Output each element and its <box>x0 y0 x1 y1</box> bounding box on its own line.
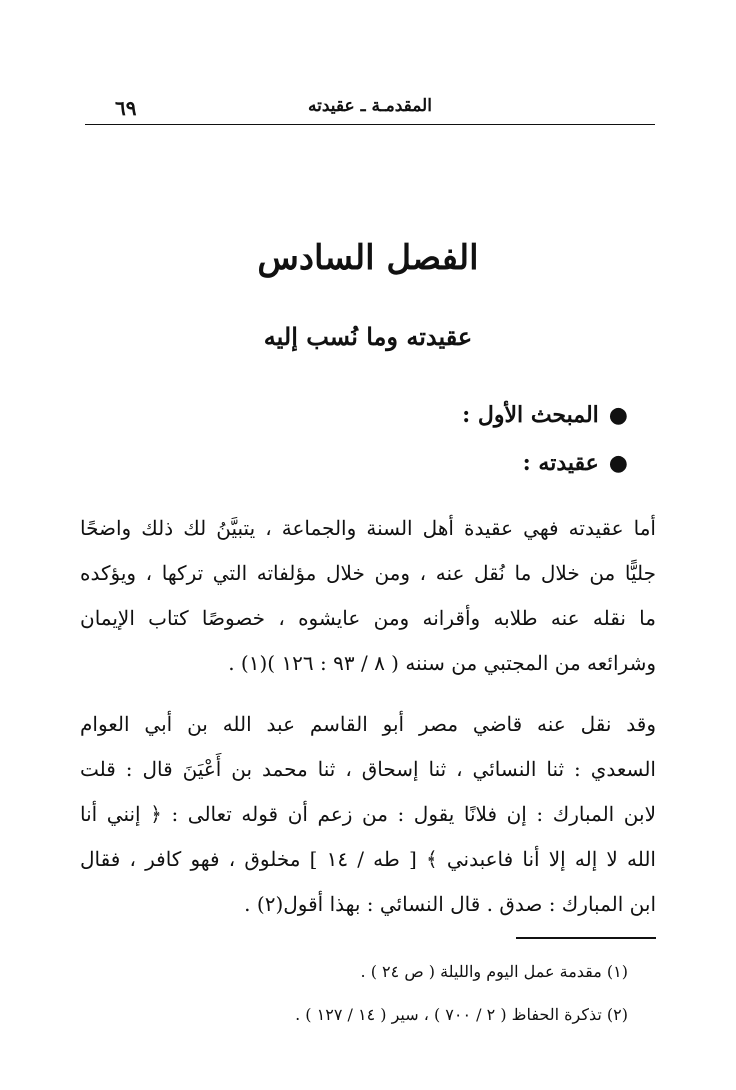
paragraph-line: السعدي : ثنا النسائي ، ثنا إسحاق ، ثنا محمد بن أَعْيَنَ قال : قلت <box>80 757 656 781</box>
paragraph <box>80 506 656 686</box>
section-heading <box>462 402 628 428</box>
paragraph-line: الله لا إله إلا أنا فاعبدني ﴾ [ طه / ١٤ ] مخلوق ، فهو كافر ، فقال <box>80 847 656 871</box>
paragraph-line: لابن المبارك : إن فلانًا يقول : من زعم أن قوله تعالى : ﴿ إنني أنا <box>80 802 656 826</box>
subsection-heading <box>523 450 628 476</box>
footnote: (١) مقدمة عمل اليوم والليلة ( ص ٢٤ ) . <box>360 962 628 981</box>
paragraph-line: وشرائعه من المجتبي من سننه ( ٨ / ٩٣ : ١٢٦ )(١) . <box>228 651 656 675</box>
paragraph-line: ابن المبارك : صدق . قال النسائي : بهذا أقول(٢) . <box>244 892 656 916</box>
footnote-separator <box>516 937 656 939</box>
paragraph-line: ما نقله عنه طلابه وأقرانه ومن عايشوه ، خصوصًا كتاب الإيمان <box>80 606 656 630</box>
chapter-title: الفصل السادس <box>257 238 479 278</box>
subsection-heading-text: عقيدته : <box>522 450 599 476</box>
paragraph-line: جليًّا من خلال ما نُقل عنه ، ومن خلال مؤلفاته التي تركها ، ويؤكده <box>80 561 656 585</box>
footnote: (٢) تذكرة الحفاظ ( ٢ / ٧٠٠ ) ، سير ( ١٤ / ١٢٧ ) . <box>295 1005 628 1024</box>
header-rule <box>85 124 655 125</box>
bullet-icon: ● <box>608 402 628 428</box>
section-heading-text: المبحث الأول : <box>462 402 599 428</box>
page-number: ٦٩ <box>115 96 137 120</box>
paragraph-line: أما عقيدته فهي عقيدة أهل السنة والجماعة ، يتبيَّنُ لك ذلك واضحًا <box>80 516 656 540</box>
running-header-title: المقدمـة ـ عقيدته <box>308 96 432 116</box>
paragraph <box>80 702 656 927</box>
running-header <box>85 94 655 124</box>
chapter-subtitle: عقيدته وما نُسب إليه <box>263 322 473 351</box>
paragraph-line: وقد نقل عنه قاضي مصر أبو القاسم عبد الله بن أبي العوام <box>80 712 656 736</box>
bullet-icon: ● <box>608 450 628 476</box>
